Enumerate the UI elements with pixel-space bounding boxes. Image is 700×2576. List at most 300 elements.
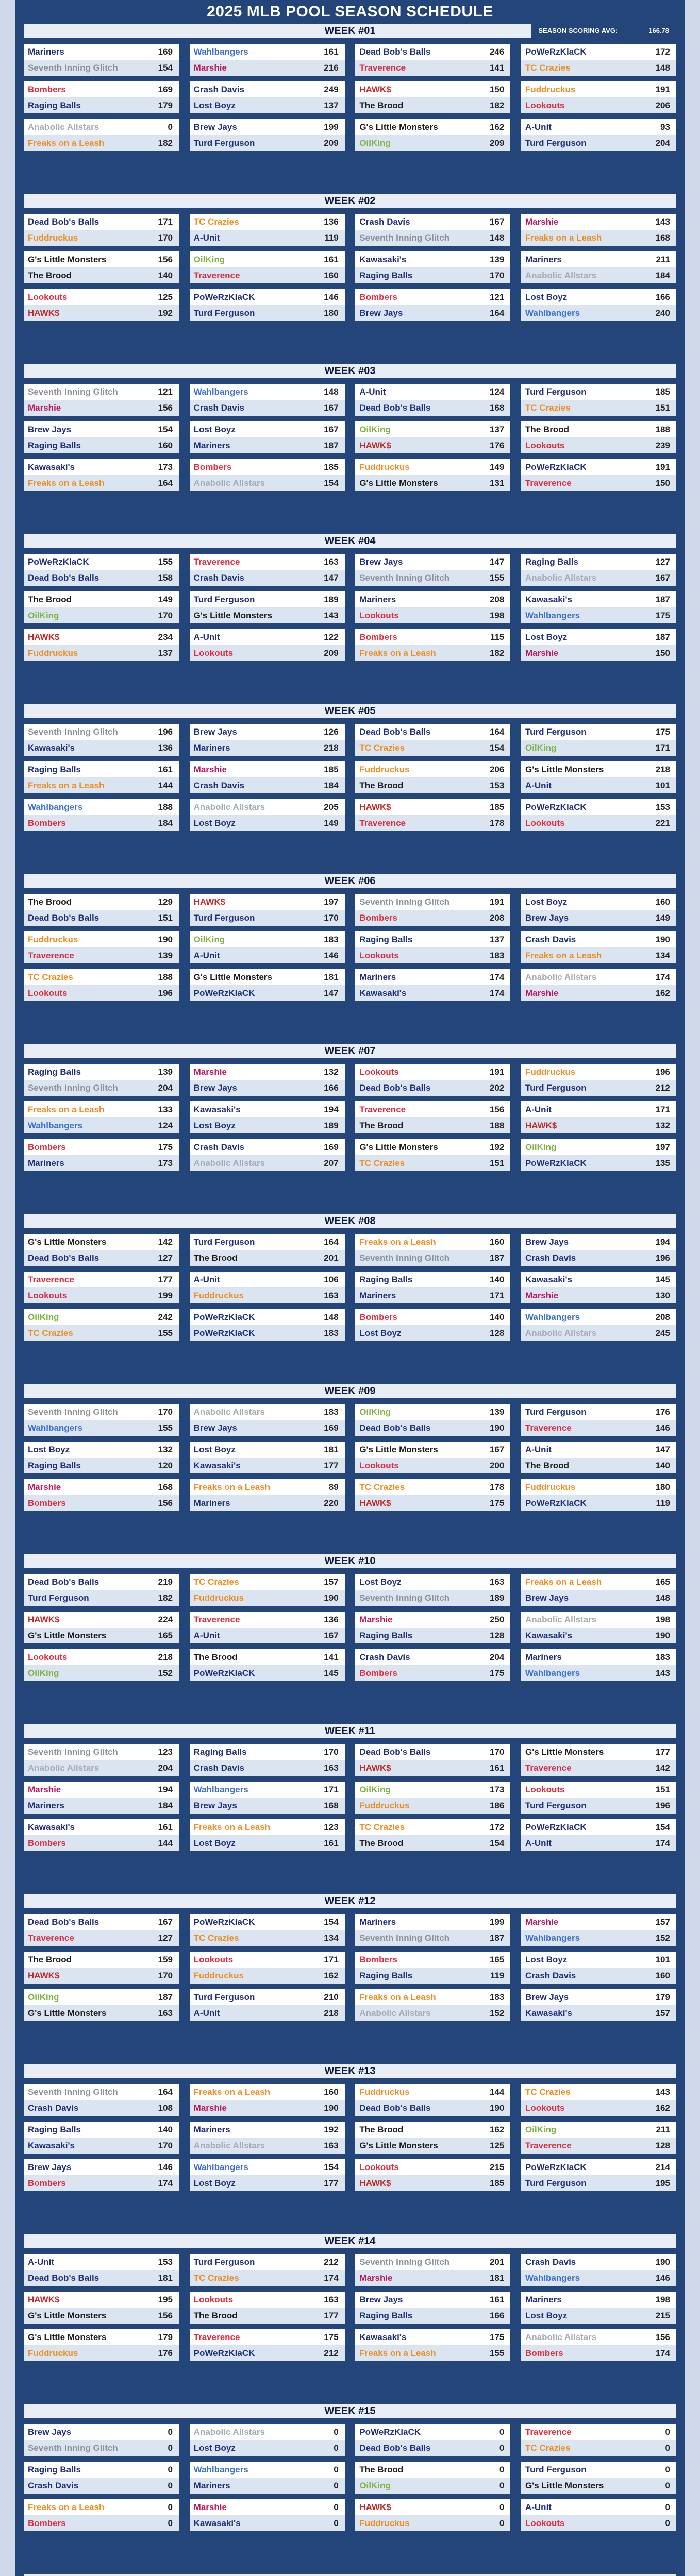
away-team-line xyxy=(190,985,345,1001)
matchup-card[interactable] xyxy=(355,2084,510,2116)
team-score: 128 xyxy=(489,1328,505,1338)
team-score: 177 xyxy=(655,1747,670,1757)
matchup-card[interactable] xyxy=(521,1744,676,1776)
matchup-card[interactable] xyxy=(521,2159,676,2191)
week-label: WEEK #07 xyxy=(324,1045,376,1057)
matchup-card[interactable] xyxy=(24,931,179,963)
matchup-card[interactable] xyxy=(355,421,510,453)
matchup-card[interactable] xyxy=(24,2084,179,2116)
matchup-card[interactable] xyxy=(190,289,345,321)
matchup-card[interactable] xyxy=(24,2462,179,2494)
matchup-card[interactable] xyxy=(355,1404,510,1436)
matchup-card[interactable] xyxy=(190,761,345,793)
team-score: 177 xyxy=(324,2310,339,2320)
home-team-line xyxy=(24,1442,179,1458)
week-section xyxy=(21,1724,679,1894)
matchup-card[interactable] xyxy=(521,2122,676,2154)
matchup-card[interactable] xyxy=(190,1952,345,1984)
home-team-line xyxy=(355,1819,510,1835)
matchup-card[interactable] xyxy=(24,1612,179,1643)
matchup-card[interactable] xyxy=(521,2084,676,2116)
home-team-line xyxy=(24,2122,179,2138)
team-name: Seventh Inning Glitch xyxy=(359,1592,450,1603)
matchup-card[interactable] xyxy=(190,1782,345,1814)
matchup-card[interactable] xyxy=(24,894,179,926)
team-score: 145 xyxy=(324,1668,339,1678)
matchup-card[interactable] xyxy=(521,799,676,831)
away-team-line xyxy=(24,2138,179,2154)
matchup-card[interactable] xyxy=(521,119,676,151)
matchup-card[interactable] xyxy=(190,251,345,283)
matchup-card[interactable] xyxy=(190,591,345,623)
home-team-line xyxy=(24,459,179,475)
matchup-card[interactable] xyxy=(521,969,676,1001)
matchup-card[interactable] xyxy=(190,894,345,926)
matchup-card[interactable] xyxy=(24,1649,179,1681)
team-name: HAWK$ xyxy=(359,84,391,94)
matchup-card[interactable] xyxy=(521,931,676,963)
away-team-line xyxy=(24,947,179,963)
matchup-card[interactable] xyxy=(355,1234,510,1266)
matchup-card[interactable] xyxy=(355,1914,510,1946)
matchup-card[interactable] xyxy=(355,2424,510,2456)
team-score: 140 xyxy=(158,2124,173,2134)
home-team-line xyxy=(521,1612,676,1628)
team-score: 249 xyxy=(324,84,339,94)
team-name: PoWeRzKlaCK xyxy=(193,1917,255,1927)
matchup-card[interactable] xyxy=(190,2254,345,2286)
matchup-card[interactable] xyxy=(24,214,179,246)
team-score: 178 xyxy=(489,818,505,828)
matchup-card[interactable] xyxy=(521,421,676,453)
team-score: 191 xyxy=(655,462,670,472)
team-score: 187 xyxy=(324,440,339,450)
matchup-card[interactable] xyxy=(355,1574,510,1606)
matchup-card[interactable] xyxy=(355,44,510,76)
matchup-card[interactable] xyxy=(521,44,676,76)
week-header xyxy=(24,1384,676,1398)
team-score: 154 xyxy=(324,1917,339,1927)
matchup-card[interactable] xyxy=(24,629,179,661)
team-score: 211 xyxy=(656,2124,670,2134)
team-name: PoWeRzKlaCK xyxy=(359,2427,421,2437)
team-name: G's Little Monsters xyxy=(359,1444,438,1454)
matchup-card[interactable] xyxy=(521,1952,676,1984)
matchup-card[interactable] xyxy=(355,1744,510,1776)
team-name: Crash Davis xyxy=(359,1652,410,1662)
away-team-line xyxy=(24,1760,179,1776)
matchup-card[interactable] xyxy=(190,81,345,113)
team-name: Lost Boyz xyxy=(193,1838,236,1848)
matchup-card[interactable] xyxy=(521,2292,676,2324)
matchup-card[interactable] xyxy=(190,724,345,756)
team-name: Seventh Inning Glitch xyxy=(28,62,118,73)
matchup-card[interactable] xyxy=(355,1309,510,1341)
matchup-card[interactable] xyxy=(355,119,510,151)
matchup-card[interactable] xyxy=(24,384,179,416)
matchup-card[interactable] xyxy=(355,2122,510,2154)
matchup-card[interactable] xyxy=(190,1914,345,1946)
matchup-card[interactable] xyxy=(24,1914,179,1946)
matchup-card[interactable] xyxy=(355,724,510,756)
matchup-card[interactable] xyxy=(521,554,676,586)
team-name: Dead Bob's Balls xyxy=(359,2443,431,2453)
matchup-card[interactable] xyxy=(521,2329,676,2361)
matchup-card[interactable] xyxy=(24,2499,179,2531)
matchup-card[interactable] xyxy=(24,1404,179,1436)
matchup-card[interactable] xyxy=(355,1101,510,1133)
matchup-card[interactable] xyxy=(190,1442,345,1473)
matchup-card[interactable] xyxy=(521,1989,676,2021)
home-team-line xyxy=(355,251,510,267)
matchup-card[interactable] xyxy=(521,1782,676,1814)
away-team-line xyxy=(521,1287,676,1303)
matchup-card[interactable] xyxy=(521,2499,676,2531)
matchup-card[interactable] xyxy=(355,2159,510,2191)
away-team-line xyxy=(521,2138,676,2154)
away-team-line xyxy=(24,437,179,453)
team-name: Traverence xyxy=(525,478,572,488)
matchup-card[interactable] xyxy=(24,724,179,756)
matchup-card[interactable] xyxy=(190,2329,345,2361)
team-name: Wahlbangers xyxy=(193,386,248,397)
team-name: Raging Balls xyxy=(359,1630,413,1640)
matchup-card[interactable] xyxy=(24,44,179,76)
matchup-row xyxy=(21,629,679,661)
home-team-line xyxy=(355,1064,510,1080)
matchup-card[interactable] xyxy=(521,1309,676,1341)
team-score: 157 xyxy=(655,2008,670,2018)
team-score: 165 xyxy=(655,1577,670,1587)
matchup-card[interactable] xyxy=(24,2159,179,2191)
away-team-line xyxy=(355,1495,510,1511)
matchup-card[interactable] xyxy=(521,251,676,283)
matchup-card[interactable] xyxy=(24,2424,179,2456)
matchup-card[interactable] xyxy=(355,1442,510,1473)
matchup-card[interactable] xyxy=(190,1744,345,1776)
matchup-card[interactable] xyxy=(24,1234,179,1266)
team-score: 140 xyxy=(489,1274,505,1284)
matchup-card[interactable] xyxy=(24,1989,179,2021)
matchup-card[interactable] xyxy=(521,894,676,926)
matchup-card[interactable] xyxy=(190,1272,345,1303)
matchup-card[interactable] xyxy=(521,724,676,756)
matchup-card[interactable] xyxy=(190,2084,345,2116)
team-name: Turd Ferguson xyxy=(193,912,255,923)
matchup-card[interactable] xyxy=(24,119,179,151)
matchup-card[interactable] xyxy=(190,2292,345,2324)
matchup-card[interactable] xyxy=(24,1101,179,1133)
home-team-line xyxy=(521,1309,676,1325)
home-team-line xyxy=(355,1612,510,1628)
matchup-card[interactable] xyxy=(24,1782,179,1814)
matchup-card[interactable] xyxy=(190,1479,345,1511)
team-score: 152 xyxy=(655,1933,670,1943)
matchup-card[interactable] xyxy=(355,1479,510,1511)
team-score: 162 xyxy=(655,2103,670,2113)
matchup-card[interactable] xyxy=(521,1442,676,1473)
matchup-card[interactable] xyxy=(521,1914,676,1946)
matchup-card[interactable] xyxy=(190,1649,345,1681)
home-team-line xyxy=(521,2462,676,2478)
team-name: OilKing xyxy=(525,742,557,753)
matchup-card[interactable] xyxy=(521,629,676,661)
team-score: 121 xyxy=(158,386,173,397)
matchup-card[interactable] xyxy=(190,969,345,1001)
team-score: 0 xyxy=(665,2502,670,2512)
team-name: Lost Boyz xyxy=(525,1954,568,1964)
matchup-card[interactable] xyxy=(190,1234,345,1266)
home-team-line xyxy=(355,2122,510,2138)
away-team-line xyxy=(521,947,676,963)
matchup-card[interactable] xyxy=(355,1819,510,1851)
team-name: Marshie xyxy=(525,216,559,227)
matchup-card[interactable] xyxy=(24,1309,179,1341)
team-name: Mariners xyxy=(525,2294,562,2304)
matchup-card[interactable] xyxy=(521,1139,676,1171)
matchup-card[interactable] xyxy=(190,2462,345,2494)
matchup-row xyxy=(21,1234,679,1266)
team-score: 170 xyxy=(489,1747,505,1757)
matchup-card[interactable] xyxy=(521,214,676,246)
matchup-card[interactable] xyxy=(521,1479,676,1511)
away-team-line xyxy=(521,230,676,246)
matchup-card[interactable] xyxy=(190,1101,345,1133)
matchup-card[interactable] xyxy=(24,251,179,283)
matchup-card[interactable] xyxy=(521,1101,676,1133)
matchup-card[interactable] xyxy=(521,1272,676,1303)
away-team-line xyxy=(190,740,345,756)
matchup-card[interactable] xyxy=(190,1404,345,1436)
matchup-card[interactable] xyxy=(190,2122,345,2154)
matchup-card[interactable] xyxy=(521,2424,676,2456)
matchup-card[interactable] xyxy=(521,459,676,491)
matchup-card[interactable] xyxy=(24,1064,179,1096)
team-name: A-Unit xyxy=(359,386,386,397)
team-score: 146 xyxy=(655,1422,670,1433)
matchup-card[interactable] xyxy=(355,2329,510,2361)
matchup-card[interactable] xyxy=(521,384,676,416)
team-score: 166 xyxy=(489,2310,505,2320)
matchup-card[interactable] xyxy=(355,2292,510,2324)
matchup-card[interactable] xyxy=(355,214,510,246)
home-team-line xyxy=(355,1272,510,1287)
team-name: Crash Davis xyxy=(28,2103,79,2113)
away-team-line xyxy=(521,2440,676,2456)
matchup-card[interactable] xyxy=(355,931,510,963)
matchup-card[interactable] xyxy=(355,1139,510,1171)
team-score: 149 xyxy=(655,912,670,923)
team-name: Lookouts xyxy=(359,2162,399,2172)
team-score: 170 xyxy=(158,2140,173,2150)
matchup-card[interactable] xyxy=(24,2254,179,2286)
matchup-card[interactable] xyxy=(355,1782,510,1814)
matchup-card[interactable] xyxy=(521,1649,676,1681)
matchup-card[interactable] xyxy=(190,1819,345,1851)
matchup-card[interactable] xyxy=(521,1574,676,1606)
matchup-card[interactable] xyxy=(521,1064,676,1096)
matchup-card[interactable] xyxy=(190,799,345,831)
matchup-card[interactable] xyxy=(355,799,510,831)
matchup-card[interactable] xyxy=(355,1272,510,1303)
matchup-card[interactable] xyxy=(24,1744,179,1776)
matchup-card[interactable] xyxy=(190,931,345,963)
team-score: 197 xyxy=(655,1142,670,1152)
matchup-card[interactable] xyxy=(190,1612,345,1643)
matchup-card[interactable] xyxy=(190,44,345,76)
team-score: 149 xyxy=(489,462,505,472)
matchup-card[interactable] xyxy=(190,554,345,586)
matchup-card[interactable] xyxy=(190,2424,345,2456)
away-team-line xyxy=(355,1155,510,1171)
matchup-card[interactable] xyxy=(355,969,510,1001)
team-name: Marshie xyxy=(193,764,227,774)
away-team-line xyxy=(24,267,179,283)
matchup-card[interactable] xyxy=(190,1309,345,1341)
matchup-card[interactable] xyxy=(24,554,179,586)
away-team-line xyxy=(521,2005,676,2021)
home-team-line xyxy=(24,1404,179,1420)
matchup-card[interactable] xyxy=(190,1574,345,1606)
matchup-card[interactable] xyxy=(24,289,179,321)
matchup-row xyxy=(21,1782,679,1814)
matchup-card[interactable] xyxy=(190,1989,345,2021)
team-score: 171 xyxy=(655,742,670,753)
home-team-line xyxy=(521,119,676,135)
matchup-card[interactable] xyxy=(190,384,345,416)
team-score: 134 xyxy=(324,1933,339,1943)
matchup-card[interactable] xyxy=(190,119,345,151)
matchup-card[interactable] xyxy=(24,591,179,623)
matchup-card[interactable] xyxy=(24,1952,179,1984)
team-name: Dead Bob's Balls xyxy=(28,1917,99,1927)
matchup-card[interactable] xyxy=(24,421,179,453)
matchup-card[interactable] xyxy=(24,1272,179,1303)
matchup-card[interactable] xyxy=(190,421,345,453)
home-team-line xyxy=(190,1101,345,1117)
team-name: HAWK$ xyxy=(359,1498,391,1508)
team-name: Lookouts xyxy=(28,1652,68,1662)
matchup-card[interactable] xyxy=(24,1442,179,1473)
matchup-card[interactable] xyxy=(521,761,676,793)
matchup-card[interactable] xyxy=(24,1819,179,1851)
matchup-card[interactable] xyxy=(190,1139,345,1171)
team-score: 171 xyxy=(324,1784,339,1794)
matchup-card[interactable] xyxy=(24,459,179,491)
matchup-card[interactable] xyxy=(521,2254,676,2286)
team-name: Turd Ferguson xyxy=(525,138,587,148)
matchup-card[interactable] xyxy=(355,459,510,491)
matchup-card[interactable] xyxy=(355,1952,510,1984)
matchup-card[interactable] xyxy=(521,1234,676,1266)
team-name: OilKing xyxy=(28,1312,59,1322)
home-team-line xyxy=(24,1782,179,1798)
matchup-card[interactable] xyxy=(355,384,510,416)
matchup-card[interactable] xyxy=(355,2499,510,2531)
matchup-card[interactable] xyxy=(355,591,510,623)
matchup-card[interactable] xyxy=(190,459,345,491)
matchup-card[interactable] xyxy=(355,2254,510,2286)
matchup-card[interactable] xyxy=(355,251,510,283)
matchup-card[interactable] xyxy=(24,2122,179,2154)
home-team-line xyxy=(24,1309,179,1325)
matchup-card[interactable] xyxy=(190,2159,345,2191)
team-name: TC Crazies xyxy=(525,62,571,73)
matchup-card[interactable] xyxy=(355,1649,510,1681)
matchup-card[interactable] xyxy=(24,2292,179,2324)
team-score: 160 xyxy=(158,440,173,450)
matchup-card[interactable] xyxy=(24,761,179,793)
matchup-row xyxy=(21,2254,679,2286)
team-score: 212 xyxy=(324,2348,339,2358)
week-section xyxy=(21,1554,679,1724)
matchup-card[interactable] xyxy=(24,1574,179,1606)
home-team-line xyxy=(190,2122,345,2138)
matchup-card[interactable] xyxy=(24,2329,179,2361)
matchup-card[interactable] xyxy=(521,1819,676,1851)
team-score: 146 xyxy=(324,292,339,302)
matchup-card[interactable] xyxy=(355,894,510,926)
matchup-card[interactable] xyxy=(190,214,345,246)
matchup-card[interactable] xyxy=(521,81,676,113)
matchup-card[interactable] xyxy=(355,81,510,113)
matchup-card[interactable] xyxy=(521,1404,676,1436)
matchup-card[interactable] xyxy=(355,2462,510,2494)
matchup-row xyxy=(21,2292,679,2324)
matchup-card[interactable] xyxy=(521,1612,676,1643)
home-team-line xyxy=(24,1914,179,1930)
matchup-card[interactable] xyxy=(355,629,510,661)
team-name: TC Crazies xyxy=(359,1158,405,1168)
matchup-card[interactable] xyxy=(24,969,179,1001)
team-score: 187 xyxy=(489,1252,505,1263)
team-name: Lost Boyz xyxy=(193,2443,236,2453)
matchup-card[interactable] xyxy=(190,629,345,661)
matchup-card[interactable] xyxy=(190,1064,345,1096)
matchup-card[interactable] xyxy=(24,1479,179,1511)
home-team-line xyxy=(521,1479,676,1495)
matchup-card[interactable] xyxy=(521,289,676,321)
home-team-line xyxy=(190,1612,345,1628)
home-team-line xyxy=(190,1989,345,2005)
matchup-card[interactable] xyxy=(355,1989,510,2021)
home-team-line xyxy=(355,591,510,607)
team-name: Dead Bob's Balls xyxy=(359,1082,431,1093)
team-name: Kawasaki's xyxy=(193,2518,241,2528)
matchup-card[interactable] xyxy=(355,554,510,586)
team-name: Dead Bob's Balls xyxy=(28,1577,99,1587)
team-score: 174 xyxy=(655,2348,670,2358)
matchup-card[interactable] xyxy=(521,2462,676,2494)
matchup-card[interactable] xyxy=(355,761,510,793)
matchup-row xyxy=(21,591,679,623)
matchup-card[interactable] xyxy=(24,799,179,831)
matchup-card[interactable] xyxy=(355,1064,510,1096)
team-score: 163 xyxy=(489,1577,505,1587)
matchup-card[interactable] xyxy=(24,81,179,113)
matchup-card[interactable] xyxy=(521,591,676,623)
matchup-card[interactable] xyxy=(24,1139,179,1171)
matchup-card[interactable] xyxy=(190,2499,345,2531)
matchup-card[interactable] xyxy=(355,289,510,321)
team-score: 174 xyxy=(324,2273,339,2283)
away-team-line xyxy=(190,1155,345,1171)
team-score: 187 xyxy=(655,632,670,642)
team-name: Fuddruckus xyxy=(28,232,78,243)
matchup-card[interactable] xyxy=(355,1612,510,1643)
team-score: 175 xyxy=(489,1498,505,1508)
team-score: 124 xyxy=(158,1120,173,1130)
